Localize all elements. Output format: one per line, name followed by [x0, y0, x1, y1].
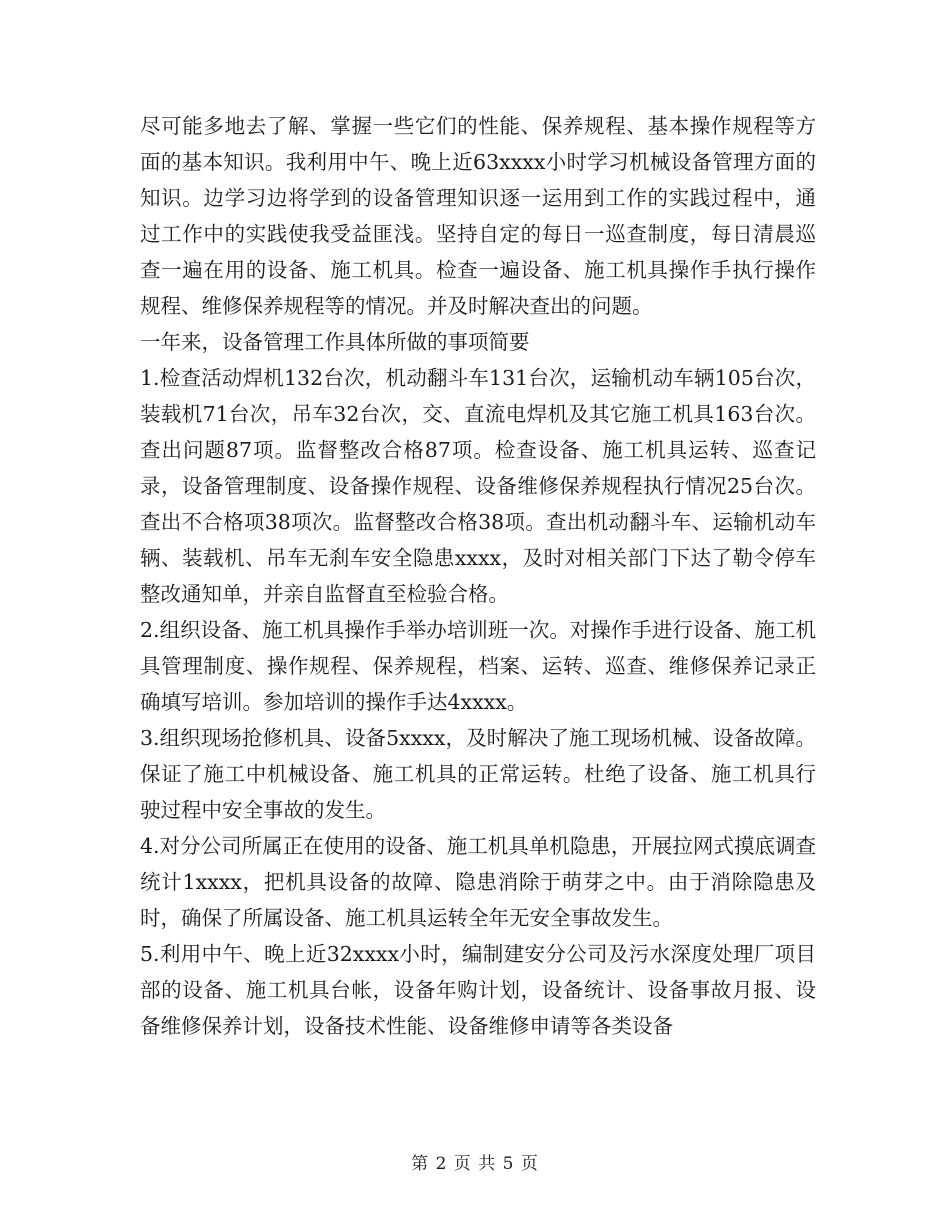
document-body [140, 108, 816, 1044]
paragraph-section-heading: 一年来，设备管理工作具体所做的事项简要 [140, 330, 530, 354]
paragraph-equipment-knowledge: 尽可能多地去了解、掌握一些它们的性能、保养规程、基本操作规程等方面的基本知识。我利用中午、晚上近63xxxx小时学习机械设备管理方面的知识。边学习边将学到的设备管理知识逐一运用到工作的实践过程中，通过工作中的实践使我受益匪浅。坚持自定的每日一巡查制度，每日清晨巡查一遍在用的设备、施工机具。检查一遍设备、施工机具操作手执行操作规程、维修保养规程等的情况。并及时解决查出的问题。 [140, 114, 816, 318]
paragraph-item-4-hazard-survey: 4.对分公司所属正在使用的设备、施工机具单机隐患，开展拉网式摸底调查统计1xxxx，把机具设备的故障、隐患消除于萌芽之中。由于消除隐患及时，确保了所属设备、施工机具运转全年无安全事故发生。 [140, 834, 816, 930]
paragraph-item-1-inspection: 1.检查活动焊机132台次，机动翻斗车131台次，运输机动车辆105台次，装载机71台次，吊车32台次，交、直流电焊机及其它施工机具163台次。查出问题87项。监督整改合格87项。检查设备、施工机具运转、巡查记录，设备管理制度、设备操作规程、设备维修保养规程执行情况25台次。查出不合格项38项次。监督整改合格38项。查出机动翻斗车、运输机动车辆、装载机、吊车无刹车安全隐患xxxx，及时对相关部门下达了勒令停车整改通知单，并亲自监督直至检验合格。 [140, 366, 816, 606]
paragraph-item-5-ledger: 5.利用中午、晚上近32xxxx小时，编制建安分公司及污水深度处理厂项目部的设备、施工机具台帐，设备年购计划，设备统计、设备事故月报、设备维修保养计划，设备技术性能、设备维修申请等各类设备 [140, 942, 816, 1038]
paragraph-item-3-repair: 3.组织现场抢修机具、设备5xxxx，及时解决了施工现场机械、设备故障。保证了施工中机械设备、施工机具的正常运转。杜绝了设备、施工机具行驶过程中安全事故的发生。 [140, 726, 816, 822]
paragraph-item-2-training: 2.组织设备、施工机具操作手举办培训班一次。对操作手进行设备、施工机具管理制度、操作规程、保养规程，档案、运转、巡查、维修保养记录正确填写培训。参加培训的操作手达4xxxx。 [140, 618, 816, 714]
page-number-footer: 第 2 页 共 5 页 [411, 1154, 539, 1174]
